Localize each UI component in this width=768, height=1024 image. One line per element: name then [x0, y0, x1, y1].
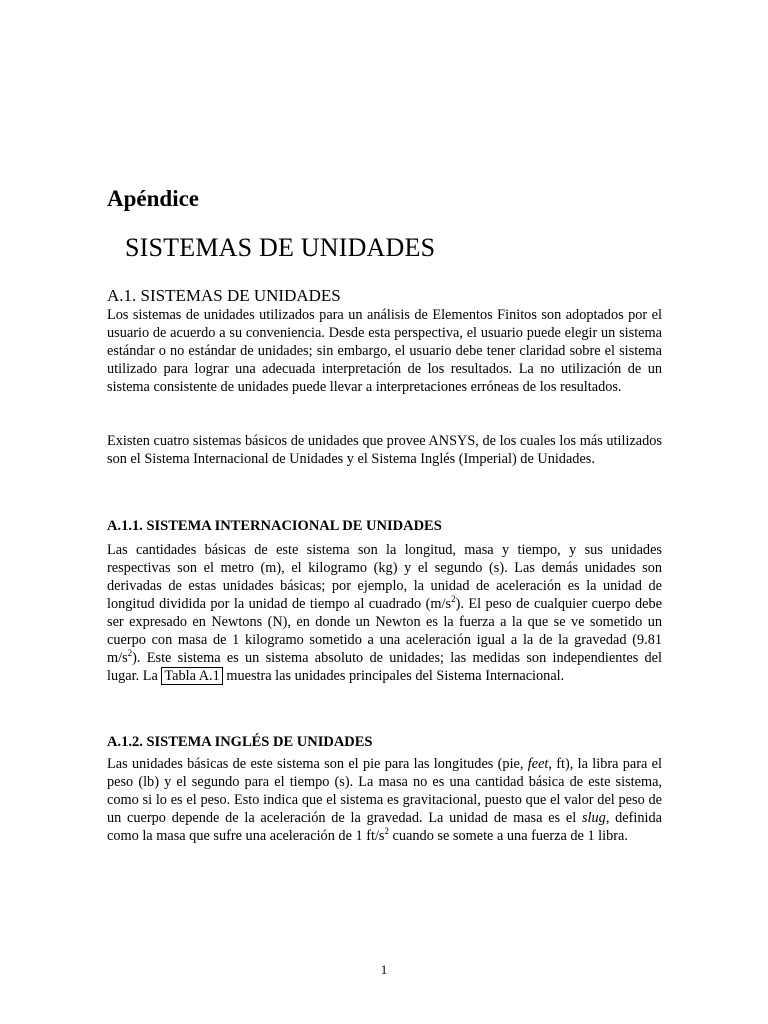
page-number: 1 [380, 962, 388, 977]
subsection-paragraph-ingles [107, 755, 662, 845]
text-run: , definida como la masa que sufre una aceleración de 1 ft/s [107, 810, 662, 844]
main-title: SISTEMAS DE UNIDADES [125, 233, 436, 262]
text-run: Las cantidades básicas de este sistema son la longitud, masa y tiempo, y sus unidades respectivas son el metro (m), el kilogramo (kg) y el segundo (s). Las demás unidades son derivadas de estas unidades básicas; por ejemplo, la unidad de aceleración es la unidad de longitud dividida por la unidad de tiempo al cuadrado (m/s [107, 542, 662, 612]
subsection-title-si: A.1.1. SISTEMA INTERNACIONAL DE UNIDADES [107, 518, 442, 534]
emphasis-feet: feet [527, 756, 549, 772]
section-paragraph-2: Existen cuatro sistemas básicos de unidades que provee ANSYS, de los cuales los más utilizados son el Sistema Internacional de Unidades y el Sistema Inglés (Imperial) de Unidades. [107, 433, 662, 467]
text-run: Las unidades básicas de este sistema son el pie para las longitudes (pie, [107, 756, 528, 772]
text-run: , ft), la libra para el peso (lb) y el segundo para el tiempo (s). La masa no es una cantidad básica de este sistema, como si lo es el peso. Esto indica que el sistema es gravitacional, puesto que el valor del peso de un cuerpo depende de la aceleración de la gravedad. La unidad de masa es el [107, 756, 662, 826]
superscript: 2 [451, 594, 456, 605]
text-run: ). Este sistema es un sistema absoluto de unidades; las medidas son independientes del lugar. La [107, 650, 662, 684]
section-title: A.1. SISTEMAS DE UNIDADES [107, 286, 341, 305]
emphasis-slug: slug [581, 810, 606, 826]
table-reference-link[interactable]: Tabla A.1 [161, 667, 222, 685]
subsection-title-ingles: A.1.2. SISTEMA INGLÉS DE UNIDADES [107, 734, 373, 750]
superscript: 2 [384, 826, 389, 837]
section-paragraph-1: Los sistemas de unidades utilizados para un análisis de Elementos Finitos son adoptados por el usuario de acuerdo a su conveniencia. Desde esta perspectiva, el usuario puede elegir un sistema estándar o no estándar de unidades; sin embargo, el usuario debe tener claridad sobre el sistema utilizado para lograr una adecuada interpretación de los resultados. La no utilización de un sistema consistente de unidades puede llevar a interpretaciones erróneas de los resultados. [107, 307, 662, 395]
text-run: ). El peso de cualquier cuerpo debe ser expresado en Newtons (N), en donde un Newton es la fuerza a la que se ve sometido un cuerpo con masa de 1 kilogramo sometido a una aceleración igual a la de la gravedad (9.81 m/s [107, 596, 662, 666]
text-run: muestra las unidades principales del Sistema Internacional. [222, 668, 565, 684]
superscript: 2 [127, 648, 133, 659]
appendix-label: Apéndice [107, 186, 199, 211]
text-run: cuando se somete a una fuerza de 1 libra. [388, 828, 628, 844]
subsection-paragraph-si [107, 541, 662, 685]
